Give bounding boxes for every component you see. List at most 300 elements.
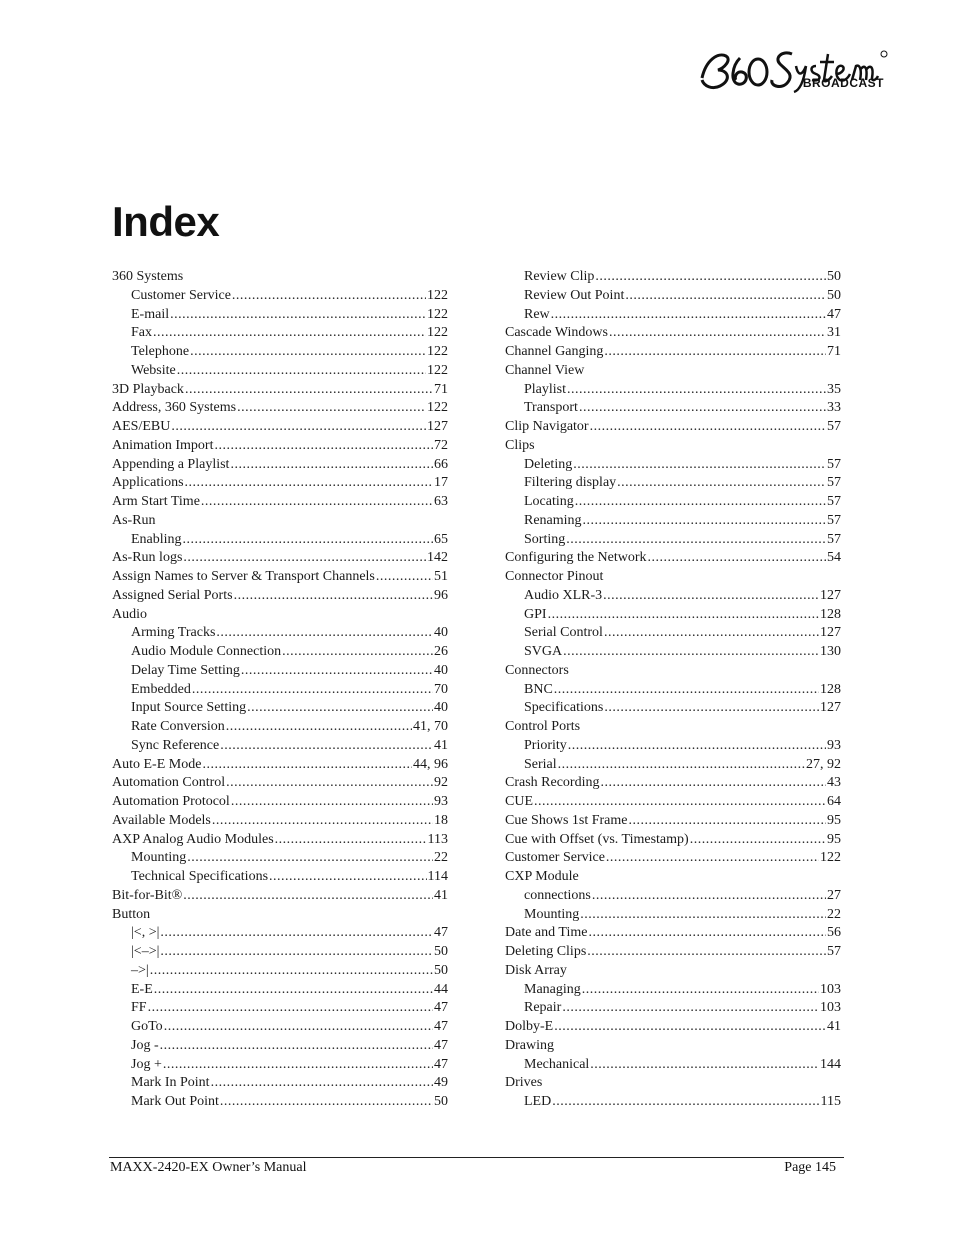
index-entry-page: 122: [427, 362, 448, 378]
index-entry: [112, 1018, 448, 1037]
index-entry-page: 44: [434, 981, 448, 997]
index-entry-label: Control Ports: [505, 719, 581, 734]
index-entry-label: Rate Conversion: [131, 719, 225, 734]
index-entry-label: Rew: [524, 306, 550, 322]
index-leader-dots: [590, 418, 826, 437]
index-entry: [112, 512, 448, 531]
index-leader-dots: [187, 849, 433, 868]
logo-tagline: BROADCAST: [802, 76, 884, 90]
index-entry-page: 113: [427, 831, 448, 847]
index-entry-label: Mechanical: [524, 1056, 590, 1072]
index-entry-label: Input Source Setting: [131, 700, 247, 716]
index-entry-label: Clip Navigator: [505, 419, 589, 434]
index-entry-label: Drives: [505, 1075, 543, 1091]
index-entry: [112, 493, 448, 512]
index-entry: [112, 943, 448, 962]
index-entry-label: Jog +: [131, 1056, 162, 1072]
index-leader-dots: [153, 324, 426, 343]
index-entry-label: Deleting: [524, 456, 573, 472]
index-entry-page: 47: [434, 925, 448, 941]
index-entry: [505, 456, 841, 475]
index-entry-label: Disk Array: [505, 962, 567, 978]
index-entry: [505, 774, 841, 793]
index-leader-dots: [183, 549, 426, 568]
index-entry-label: Configuring the Network: [505, 550, 647, 566]
index-leader-dots: [587, 943, 826, 962]
index-entry-label: Clips: [505, 437, 535, 453]
index-entry-page: 22: [827, 906, 841, 922]
index-entry-label: Playlist: [524, 381, 567, 397]
index-entry-label: Automation Control: [112, 775, 226, 791]
index-leader-dots: [177, 362, 426, 381]
index-entry: [505, 343, 841, 362]
index-entry: [505, 1093, 841, 1112]
index-entry: [112, 399, 448, 418]
index-leader-dots: [215, 437, 434, 456]
index-entry-page: 41: [434, 887, 448, 903]
index-leader-dots: [154, 981, 433, 1000]
index-entry-page: 49: [434, 1075, 448, 1091]
index-entry: [112, 324, 448, 343]
index-leader-dots: [606, 849, 819, 868]
index-entry-page: 50: [434, 962, 448, 978]
index-entry-page: 44, 96: [413, 756, 448, 772]
index-entry: [112, 306, 448, 325]
index-leader-dots: [582, 981, 819, 1000]
index-entry-label: GoTo: [131, 1019, 163, 1034]
index-entry-label: Telephone: [131, 344, 190, 359]
index-entry: [112, 812, 448, 831]
index-leader-dots: [247, 699, 433, 718]
index-entry: [112, 718, 448, 737]
index-entry-label: E-E: [131, 981, 153, 997]
index-entry-page: 103: [820, 1000, 841, 1016]
index-entry-page: 142: [427, 550, 448, 566]
index-entry: [112, 624, 448, 643]
index-entry-label: Automation Protocol: [112, 794, 230, 809]
index-entry-page: 93: [827, 737, 841, 753]
index-entry-label: CXP Module: [505, 869, 579, 884]
index-entry-label: CUE: [505, 794, 533, 809]
index-entry-label: Transport: [524, 400, 578, 416]
index-entry-label: Assigned Serial Ports: [112, 587, 233, 603]
index-leader-dots: [150, 962, 433, 981]
index-entry-page: 122: [820, 850, 841, 866]
index-entry: [505, 306, 841, 325]
index-entry: [112, 662, 448, 681]
index-entry-label: Review Out Point: [524, 287, 625, 303]
index-entry-page: 54: [827, 550, 841, 566]
index-leader-dots: [648, 549, 826, 568]
index-entry: [505, 531, 841, 550]
index-leader-dots: [185, 381, 433, 400]
index-leader-dots: [575, 493, 826, 512]
index-entry-page: 57: [827, 475, 841, 491]
index-entry-label: Bit-for-Bit®: [112, 887, 183, 903]
index-entry: [112, 437, 448, 456]
index-entry: [505, 606, 841, 625]
index-entry-label: Audio XLR-3: [524, 587, 603, 603]
index-entry-label: Serial: [524, 756, 557, 772]
index-leader-dots: [603, 587, 819, 606]
index-entry: [505, 718, 841, 737]
index-entry: [505, 887, 841, 906]
index-entry: [112, 906, 448, 925]
index-leader-dots: [600, 774, 826, 793]
index-entry-label: Review Clip: [524, 269, 595, 284]
index-entry: [505, 924, 841, 943]
index-entry: [505, 549, 841, 568]
index-leader-dots: [171, 418, 426, 437]
index-entry-label: Arming Tracks: [131, 625, 216, 641]
index-entry-label: Managing: [524, 981, 581, 997]
index-entry-label: Fax: [131, 325, 152, 341]
index-entry-page: 47: [434, 1037, 448, 1053]
index-entry: [112, 887, 448, 906]
index-leader-dots: [275, 831, 427, 850]
index-entry-label: Dolby-E: [505, 1019, 554, 1034]
index-entry-page: 57: [827, 456, 841, 472]
index-leader-dots: [269, 868, 426, 887]
index-entry: [112, 343, 448, 362]
index-entry: [505, 831, 841, 850]
index-leader-dots: [563, 643, 819, 662]
index-entry-page: 47: [827, 306, 841, 322]
index-entry-label: AES/EBU: [112, 419, 171, 434]
index-entry-page: 50: [827, 287, 841, 303]
index-leader-dots: [234, 587, 433, 606]
index-entry-label: SVGA: [524, 644, 563, 659]
index-entry-label: Website: [131, 362, 176, 378]
index-leader-dots: [558, 756, 805, 775]
brand-logo: [696, 40, 896, 96]
index-entry: [112, 774, 448, 793]
index-entry: [112, 568, 448, 587]
index-leader-dots: [590, 1056, 819, 1075]
index-entry-page: 63: [434, 494, 448, 509]
index-leader-dots: [604, 343, 826, 362]
index-leader-dots: [226, 774, 433, 793]
index-entry-page: 31: [827, 325, 841, 341]
index-entry: [112, 474, 448, 493]
index-entry-page: 122: [427, 306, 448, 322]
index-entry-page: 50: [827, 269, 841, 284]
index-leader-dots: [566, 531, 826, 550]
index-leader-dots: [164, 1018, 433, 1037]
index-entry-label: Enabling: [131, 531, 182, 547]
index-entry: [112, 362, 448, 381]
index-column-right: [505, 268, 841, 1112]
index-entry-page: 41, 70: [413, 719, 448, 734]
index-entry: [112, 756, 448, 775]
index-leader-dots: [583, 512, 826, 531]
index-entry-label: Drawing: [505, 1037, 554, 1053]
index-entry: [505, 1018, 841, 1037]
index-entry: [505, 962, 841, 981]
index-leader-dots: [609, 324, 826, 343]
index-entry-page: 50: [434, 1094, 448, 1109]
index-leader-dots: [216, 624, 433, 643]
index-entry: [505, 493, 841, 512]
index-entry-label: Sync Reference: [131, 737, 220, 753]
index-entry: [505, 699, 841, 718]
index-leader-dots: [220, 737, 433, 756]
index-leader-dots: [617, 474, 826, 493]
index-entry-page: 70: [434, 681, 448, 697]
index-entry: [112, 793, 448, 812]
index-leader-dots: [690, 831, 826, 850]
index-entry-label: As-Run logs: [112, 550, 183, 566]
index-entry-page: 127: [427, 419, 448, 434]
index-entry-label: 360 Systems: [112, 269, 184, 284]
index-entry-label: Mounting: [131, 850, 187, 866]
index-entry-page: 18: [434, 812, 448, 828]
index-leader-dots: [231, 793, 433, 812]
index-entry-label: Channel View: [505, 362, 585, 378]
index-entry: [112, 643, 448, 662]
index-entry-page: 27, 92: [806, 756, 841, 772]
index-entry: [505, 849, 841, 868]
index-entry-label: Available Models: [112, 812, 211, 828]
index-entry: [112, 849, 448, 868]
index-entry: [505, 268, 841, 287]
index-entry-page: 92: [434, 775, 448, 791]
index-entry-label: Address, 360 Systems: [112, 400, 237, 416]
index-entry-page: 130: [820, 644, 841, 659]
index-entry-label: Appending a Playlist: [112, 456, 230, 472]
index-entry: [112, 962, 448, 981]
index-entry-page: 50: [434, 944, 448, 959]
index-leader-dots: [183, 887, 433, 906]
index-entry-label: |<, >|: [131, 925, 160, 941]
index-entry-label: 3D Playback: [112, 381, 184, 397]
index-leader-dots: [551, 306, 826, 325]
index-leader-dots: [237, 399, 426, 418]
index-entry: [112, 268, 448, 287]
index-entry: [112, 381, 448, 400]
index-entry: [112, 868, 448, 887]
index-entry: [112, 456, 448, 475]
index-leader-dots: [160, 943, 433, 962]
index-entry-label: E-mail: [131, 306, 170, 322]
index-entry-page: 41: [827, 1019, 841, 1034]
index-entry: [505, 437, 841, 456]
index-entry-label: Channel Ganging: [505, 344, 604, 359]
index-entry: [505, 737, 841, 756]
index-entry: [112, 737, 448, 756]
index-entry-page: 71: [827, 344, 841, 359]
index-entry-label: |<–>|: [131, 944, 160, 959]
index-leader-dots: [190, 343, 426, 362]
index-entry: [505, 418, 841, 437]
index-entry-page: 47: [434, 1056, 448, 1072]
index-entry: [112, 999, 448, 1018]
index-entry-page: 127: [820, 625, 841, 641]
index-entry-page: 127: [820, 700, 841, 716]
index-leader-dots: [552, 1093, 819, 1112]
index-entry: [505, 512, 841, 531]
index-entry-label: BNC: [524, 681, 553, 697]
index-leader-dots: [230, 456, 433, 475]
index-entry-label: Specifications: [524, 700, 604, 716]
index-entry-label: connections: [524, 887, 591, 903]
index-entry-page: 35: [827, 381, 841, 397]
index-entry-label: Arm Start Time: [112, 494, 200, 509]
index-entry-label: Repair: [524, 1000, 562, 1016]
index-leader-dots: [160, 1037, 433, 1056]
index-leader-dots: [185, 474, 433, 493]
index-entry-page: 93: [434, 794, 448, 809]
index-leader-dots: [241, 662, 433, 681]
index-entry: [505, 587, 841, 606]
index-leader-dots: [554, 681, 819, 700]
index-leader-dots: [629, 812, 827, 831]
index-entry-page: 66: [434, 456, 448, 472]
index-leader-dots: [201, 493, 433, 512]
index-entry-page: 33: [827, 400, 841, 416]
index-leader-dots: [595, 268, 826, 287]
index-entry: [112, 981, 448, 1000]
index-leader-dots: [568, 737, 826, 756]
index-entry-page: 40: [434, 662, 448, 678]
index-entry: [505, 793, 841, 812]
index-entry: [505, 643, 841, 662]
index-entry-page: 56: [827, 925, 841, 941]
index-entry-label: Jog -: [131, 1037, 159, 1053]
index-entry-page: 65: [434, 531, 448, 547]
index-entry-label: Deleting Clips: [505, 944, 587, 959]
index-entry: [505, 362, 841, 381]
index-entry-page: 122: [427, 325, 448, 341]
index-entry-page: 71: [434, 381, 448, 397]
index-entry-page: 95: [827, 831, 841, 847]
index-entry-label: Button: [112, 906, 151, 922]
index-entry-label: Cue with Offset (vs. Timestamp): [505, 831, 689, 847]
index-entry: [505, 324, 841, 343]
index-entry: [112, 418, 448, 437]
index-entry-page: 96: [434, 587, 448, 603]
index-entry-page: 40: [434, 625, 448, 641]
index-entry-label: Audio: [112, 606, 147, 622]
footer-divider: [109, 1157, 844, 1158]
index-entry-page: 27: [827, 887, 841, 903]
index-entry-label: Filtering display: [524, 475, 617, 491]
index-entry: [505, 568, 841, 587]
index-leader-dots: [170, 306, 426, 325]
index-leader-dots: [226, 718, 412, 737]
index-entry-label: –>|: [131, 962, 149, 978]
index-entry-page: 41: [434, 737, 448, 753]
index-entry-page: 57: [827, 419, 841, 434]
index-entry-page: 114: [427, 869, 448, 884]
index-entry-label: Mark Out Point: [131, 1094, 219, 1109]
index-entry-page: 128: [820, 606, 841, 622]
index-leader-dots: [588, 924, 826, 943]
index-entry-page: 26: [434, 644, 448, 659]
index-entry-label: Assign Names to Server & Transport Channels: [112, 569, 375, 584]
index-entry-page: 122: [427, 344, 448, 359]
index-entry-label: Auto E-E Mode: [112, 756, 202, 772]
index-entry-page: 122: [427, 287, 448, 303]
index-entry-page: 72: [434, 437, 448, 453]
index-entry-label: Crash Recording: [505, 775, 600, 791]
index-entry-page: 128: [820, 681, 841, 697]
index-entry: [112, 1056, 448, 1075]
index-entry: [112, 1037, 448, 1056]
index-leader-dots: [592, 887, 826, 906]
index-entry-page: 127: [820, 587, 841, 603]
index-entry-label: Cascade Windows: [505, 325, 608, 341]
index-leader-dots: [554, 1018, 826, 1037]
index-entry-label: Priority: [524, 737, 567, 753]
index-leader-dots: [548, 606, 819, 625]
index-leader-dots: [534, 793, 826, 812]
index-entry-label: Mark In Point: [131, 1075, 210, 1091]
index-leader-dots: [604, 624, 819, 643]
index-entry-page: 22: [434, 850, 448, 866]
index-leader-dots: [232, 287, 426, 306]
index-entry-page: 47: [434, 1000, 448, 1016]
index-entry: [112, 681, 448, 700]
index-entry: [505, 1074, 841, 1093]
index-entry-page: 43: [827, 775, 841, 791]
index-entry: [505, 981, 841, 1000]
index-entry-page: 40: [434, 700, 448, 716]
index-entry: [505, 943, 841, 962]
index-entry-page: 95: [827, 812, 841, 828]
index-entry-label: Technical Specifications: [131, 869, 269, 884]
index-entry: [112, 699, 448, 718]
index-entry-page: 103: [820, 981, 841, 997]
index-entry-label: Sorting: [524, 531, 566, 547]
index-entry-label: GPI: [524, 606, 547, 622]
index-entry-page: 57: [827, 512, 841, 528]
index-entry-page: 115: [820, 1094, 841, 1109]
index-entry-label: Applications: [112, 475, 184, 491]
index-leader-dots: [573, 456, 826, 475]
index-entry: [505, 1037, 841, 1056]
index-entry: [505, 381, 841, 400]
index-leader-dots: [567, 381, 826, 400]
index-entry: [112, 287, 448, 306]
index-entry: [505, 756, 841, 775]
index-leader-dots: [625, 287, 826, 306]
index-leader-dots: [192, 681, 433, 700]
index-entry-label: LED: [524, 1094, 552, 1109]
index-entry: [505, 868, 841, 887]
index-entry: [505, 287, 841, 306]
index-entry-label: Locating: [524, 494, 574, 509]
index-entry: [505, 812, 841, 831]
index-entry: [505, 681, 841, 700]
index-entry: [112, 549, 448, 568]
index-entry-label: Connector Pinout: [505, 569, 604, 584]
index-entry-page: 122: [427, 400, 448, 416]
index-entry: [112, 587, 448, 606]
index-column-left: [112, 268, 448, 1112]
index-entry-page: 17: [434, 475, 448, 491]
index-entry-page: 57: [827, 531, 841, 547]
index-leader-dots: [163, 1056, 433, 1075]
index-leader-dots: [282, 643, 433, 662]
index-entry-label: Mounting: [524, 906, 580, 922]
index-entry: [112, 831, 448, 850]
footer-page-number: Page 145: [784, 1160, 836, 1175]
index-leader-dots: [580, 906, 826, 925]
index-leader-dots: [160, 924, 433, 943]
index-entry-page: 144: [820, 1056, 841, 1072]
index-entry-label: Animation Import: [112, 437, 214, 453]
